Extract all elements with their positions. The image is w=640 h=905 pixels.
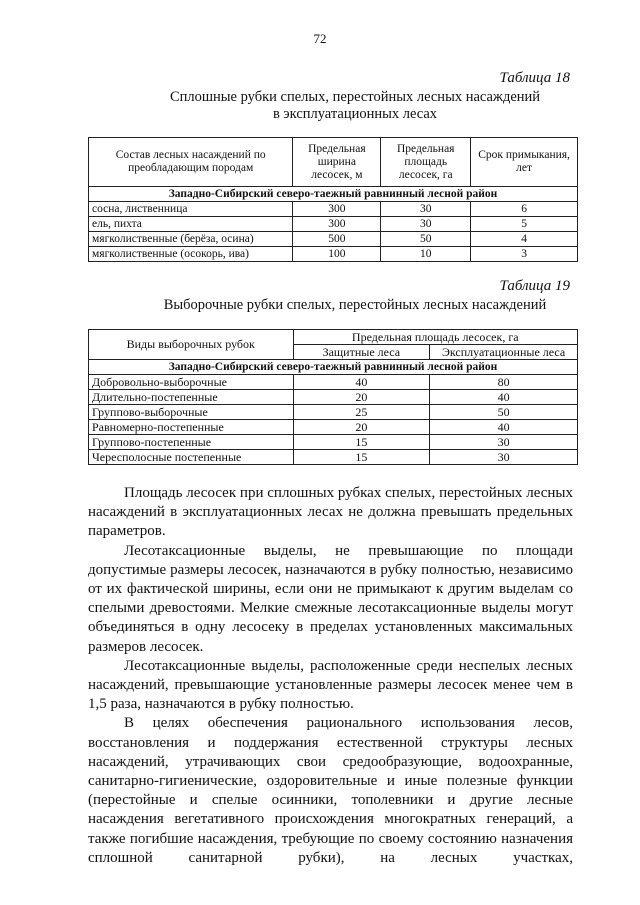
term-value: 3 <box>471 247 578 262</box>
header-protective-forests: Защитные леса <box>293 345 430 360</box>
table-row <box>89 232 578 247</box>
width-value: 300 <box>293 217 381 232</box>
operational-value: 30 <box>430 435 578 450</box>
species-name: сосна, лиственница <box>89 202 293 217</box>
species-name: мягколиственные (берёза, осина) <box>89 232 293 247</box>
operational-value: 80 <box>430 375 578 390</box>
protective-value: 20 <box>293 420 430 435</box>
header-composition: Состав лесных насаждений по преобладающим породам <box>89 138 293 187</box>
paragraph: Площадь лесосек при сплошных рубках спелых, перестойных лесных насаждений в эксплуатационных лесах не должна превышать предельных параметров. <box>88 485 573 540</box>
operational-value: 40 <box>430 390 578 405</box>
table-19-header-row <box>89 330 578 345</box>
table-row <box>89 405 578 420</box>
header-max-area: Предельная площадь лесосек, га <box>293 330 578 345</box>
cutting-kind: Группово-выборочные <box>89 405 294 420</box>
header-max-area: Предельная площадь лесосек, га <box>381 138 471 187</box>
header-adjacency-term: Срок примыкания, лет <box>471 138 578 187</box>
header-cutting-kinds: Виды выборочных рубок <box>89 330 294 360</box>
header-max-width: Предельная ширина лесосек, м <box>293 138 381 187</box>
area-value: 30 <box>381 202 471 217</box>
table-row <box>89 202 578 217</box>
paragraph: Лесотаксационные выделы, расположенные среди неспелых лесных насаждений, превышающие установленные размеры лесосек менее чем в 1,5 раза, назначаются в рубку полностью. <box>88 657 573 713</box>
table-19-region-row <box>89 360 578 375</box>
table-19-label: Таблица 19 <box>499 278 570 294</box>
area-value: 50 <box>381 232 471 247</box>
operational-value: 30 <box>430 450 578 465</box>
species-name: мягколиственные (осокорь, ива) <box>89 247 293 262</box>
table-18-title-line2: в эксплуатационных лесах <box>272 106 438 122</box>
table-row <box>89 390 578 405</box>
area-value: 30 <box>381 217 471 232</box>
term-value: 6 <box>471 202 578 217</box>
table-row <box>89 247 578 262</box>
paragraph: В целях обеспечения рационального использования лесов, восстановления и поддержания естественной структуры лесных насаждений, утрачивающих свои средообразующие, водоохранные, санитарно-гигиенические, оздоровительные и иные полезные функции (перестойные и спелые осинники, тополевники и другие лесные насаждения вегетативного происхождения многократных генераций, а также погибшие насаждения, требующие по своему состоянию назначения сплошной санитарной рубки), на лесных участках, <box>88 715 573 866</box>
cutting-kind: Группово-постепенные <box>89 435 294 450</box>
table-18-title <box>90 89 620 123</box>
paragraph: Лесотаксационные выделы, не превышающие по площади допустимые размеры лесосек, назначаются в рубку полностью, независимо от их фактической ширины, если они не примыкают к другим выделам со спелыми древостоями. Мелкие смежные лесотаксационные выделы могут объединяться в одну лесосеку в пределах установленных максимальных размеров лесосек. <box>88 542 573 655</box>
table-18-region-row <box>89 187 578 202</box>
operational-value: 50 <box>430 405 578 420</box>
protective-value: 20 <box>293 390 430 405</box>
table-row <box>89 217 578 232</box>
table-19 <box>88 329 578 465</box>
table-19-title: Выборочные рубки спелых, перестойных лесных насаждений <box>163 297 547 313</box>
table-row <box>89 420 578 435</box>
cutting-kind: Добровольно-выборочные <box>89 375 294 390</box>
operational-value: 40 <box>430 420 578 435</box>
protective-value: 15 <box>293 435 430 450</box>
protective-value: 40 <box>293 375 430 390</box>
protective-value: 15 <box>293 450 430 465</box>
cutting-kind: Длительно-постепенные <box>89 390 294 405</box>
region-name: Западно-Сибирский северо-таежный равнинный лесной район <box>89 187 578 202</box>
body-text <box>88 484 573 868</box>
area-value: 10 <box>381 247 471 262</box>
species-name: ель, пихта <box>89 217 293 232</box>
width-value: 100 <box>293 247 381 262</box>
term-value: 4 <box>471 232 578 247</box>
table-18-title-line1: Сплошные рубки спелых, перестойных лесных насаждений <box>169 89 541 105</box>
protective-value: 25 <box>293 405 430 420</box>
width-value: 500 <box>293 232 381 247</box>
term-value: 5 <box>471 217 578 232</box>
header-operational-forests: Эксплуатационные леса <box>430 345 578 360</box>
table-18-label: Таблица 18 <box>499 70 570 86</box>
table-row <box>89 375 578 390</box>
cutting-kind: Чересполосные постепенные <box>89 450 294 465</box>
table-18-header-row <box>89 138 578 187</box>
region-name: Западно-Сибирский северо-таежный равнинный лесной район <box>89 360 578 375</box>
page-number: 72 <box>313 31 327 46</box>
cutting-kind: Равномерно-постепенные <box>89 420 294 435</box>
width-value: 300 <box>293 202 381 217</box>
table-row <box>89 435 578 450</box>
table-row <box>89 450 578 465</box>
table-18 <box>88 137 578 262</box>
